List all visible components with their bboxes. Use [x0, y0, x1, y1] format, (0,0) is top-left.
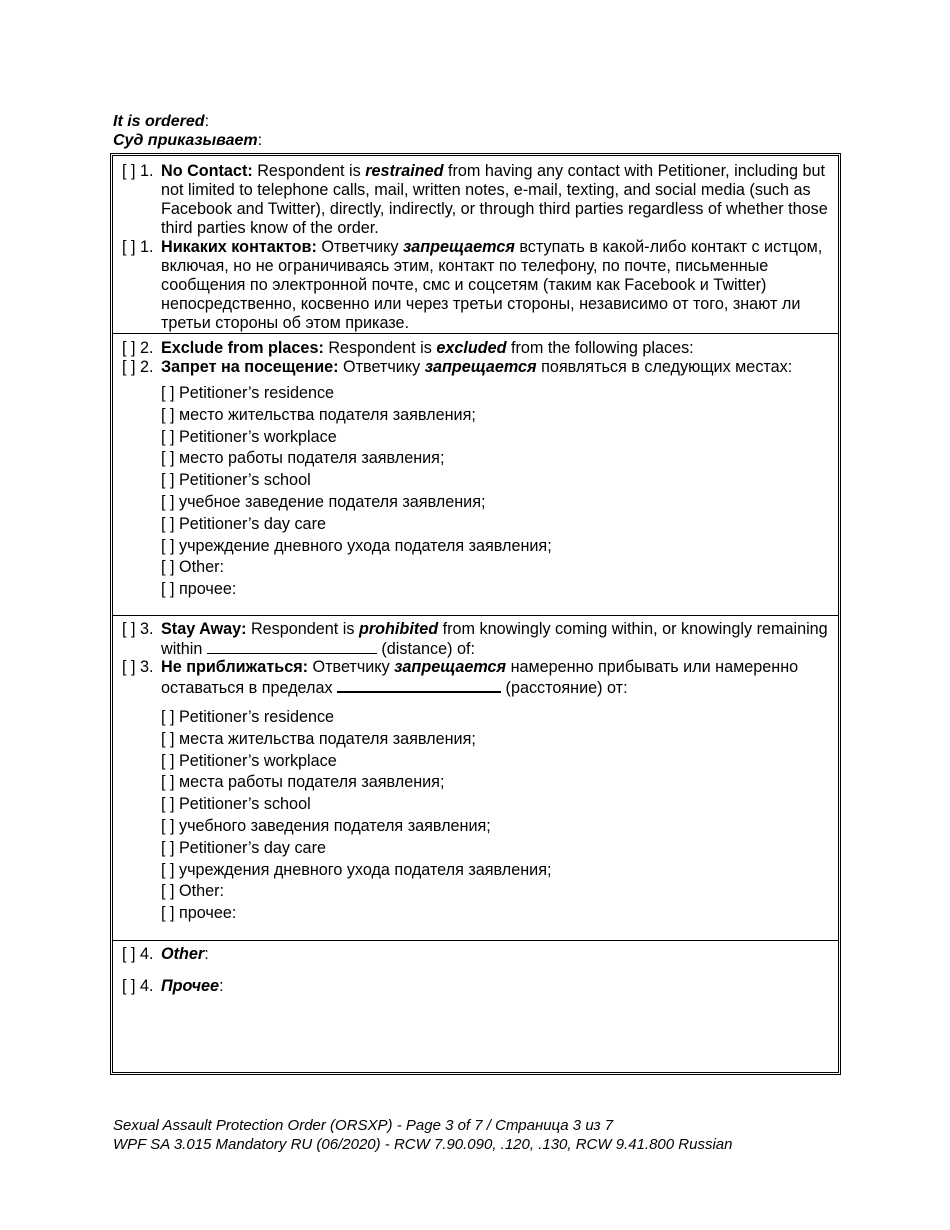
stay-away-en: [ ] 3. Stay Away: Respondent is prohibited from knowingly coming within, or knowingly remaining within (distance) of:	[122, 620, 828, 658]
exclude-en: [ ] 2. Exclude from places: Respondent is excluded from the following places:	[122, 339, 694, 357]
list-item[interactable]: [ ] Petitioner’s residence	[161, 708, 335, 726]
footer-line-2: WPF SA 3.015 Mandatory RU (06/2020) - RCW 7.90.090, .120, .130, RCW 9.41.800 Russian	[113, 1136, 733, 1153]
checkbox[interactable]: [ ] 1.	[122, 238, 154, 256]
list-item[interactable]: [ ] учебного заведения подателя заявления;	[161, 816, 491, 835]
list-item[interactable]: [ ] прочее:	[161, 904, 237, 923]
list-item[interactable]: [ ] Petitioner’s residence	[161, 384, 335, 402]
section-exclude-places	[113, 334, 838, 616]
other-en: [ ] 4. Other:	[122, 945, 209, 963]
list-item[interactable]: [ ] Petitioner’s workplace	[161, 427, 337, 446]
section-no-contact	[113, 156, 838, 334]
checkbox[interactable]: [ ] 4.	[122, 977, 154, 995]
order-heading	[113, 112, 262, 150]
checkbox[interactable]: [ ] 4.	[122, 945, 154, 963]
order-table	[110, 153, 841, 1075]
list-item[interactable]: [ ] Other:	[161, 882, 224, 901]
exclude-places-list	[161, 383, 552, 601]
list-item[interactable]: [ ] места работы подателя заявления;	[161, 773, 445, 792]
checkbox[interactable]: [ ] 2.	[122, 339, 154, 357]
section-stay-away	[113, 616, 838, 941]
checkbox[interactable]: [ ] 1.	[122, 162, 154, 180]
list-item[interactable]: [ ] место работы подателя заявления;	[161, 449, 445, 468]
list-item[interactable]: [ ] учреждения дневного ухода подателя заявления;	[161, 860, 552, 879]
list-item[interactable]: [ ] учреждение дневного ухода подателя заявления;	[161, 536, 552, 555]
checkbox[interactable]: [ ] 2.	[122, 358, 154, 376]
no-contact-ru: [ ] 1. Никаких контактов: Ответчику запрещается вступать в какой-либо контакт с истцом, включая, но не ограничиваясь этим, контакт по телефону, по почте, письменные сообщения по электронной почте, смс и соцсетям (таким как Facebook и Twitter) непосредственно, косвенно или через третьи стороны, независимо от того, знают ли третьи стороны об этом приказе.	[122, 238, 823, 332]
ordered-ru: Суд приказывает:	[113, 132, 263, 149]
list-item[interactable]: [ ] учебное заведение подателя заявления;	[161, 492, 486, 511]
stay-away-ru: [ ] 3. Не приближаться: Ответчику запрещается намеренно прибывать или намеренно оставаться в пределах (расстояние) от:	[122, 658, 799, 697]
checkbox[interactable]: [ ] 3.	[122, 620, 154, 638]
list-item[interactable]: [ ] Petitioner’s school	[161, 471, 311, 490]
distance-field[interactable]	[207, 639, 377, 654]
ordered-en: It is ordered:	[113, 113, 210, 130]
list-item[interactable]: [ ] Other:	[161, 558, 224, 577]
footer-line-1: Sexual Assault Protection Order (ORSXP) - Page 3 of 7 / Страница 3 из 7	[113, 1117, 614, 1134]
list-item[interactable]: [ ] Petitioner’s day care	[161, 838, 326, 857]
list-item[interactable]: [ ] прочее:	[161, 580, 237, 599]
distance-field[interactable]	[337, 677, 501, 693]
section-other	[113, 941, 838, 1072]
checkbox[interactable]: [ ] 3.	[122, 658, 154, 676]
page-footer	[113, 1116, 732, 1154]
list-item[interactable]: [ ] Petitioner’s school	[161, 795, 311, 814]
list-item[interactable]: [ ] Petitioner’s day care	[161, 514, 326, 533]
stay-away-places-list	[161, 707, 551, 925]
list-item[interactable]: [ ] Petitioner’s workplace	[161, 751, 337, 770]
other-ru: [ ] 4. Прочее:	[122, 977, 224, 995]
no-contact-en: [ ] 1. No Contact: Respondent is restrained from having any contact with Petitioner, including but not limited to telephone calls, mail, written notes, e-mail, texting, and social media (such as Facebook and Twitter), directly, indirectly, or through third parties regardless of whether those third parties know of the order.	[122, 162, 828, 237]
exclude-ru: [ ] 2. Запрет на посещение: Ответчику запрещается появляться в следующих местах:	[122, 358, 793, 376]
list-item[interactable]: [ ] места жительства подателя заявления;	[161, 729, 476, 748]
list-item[interactable]: [ ] место жительства подателя заявления;	[161, 405, 476, 424]
